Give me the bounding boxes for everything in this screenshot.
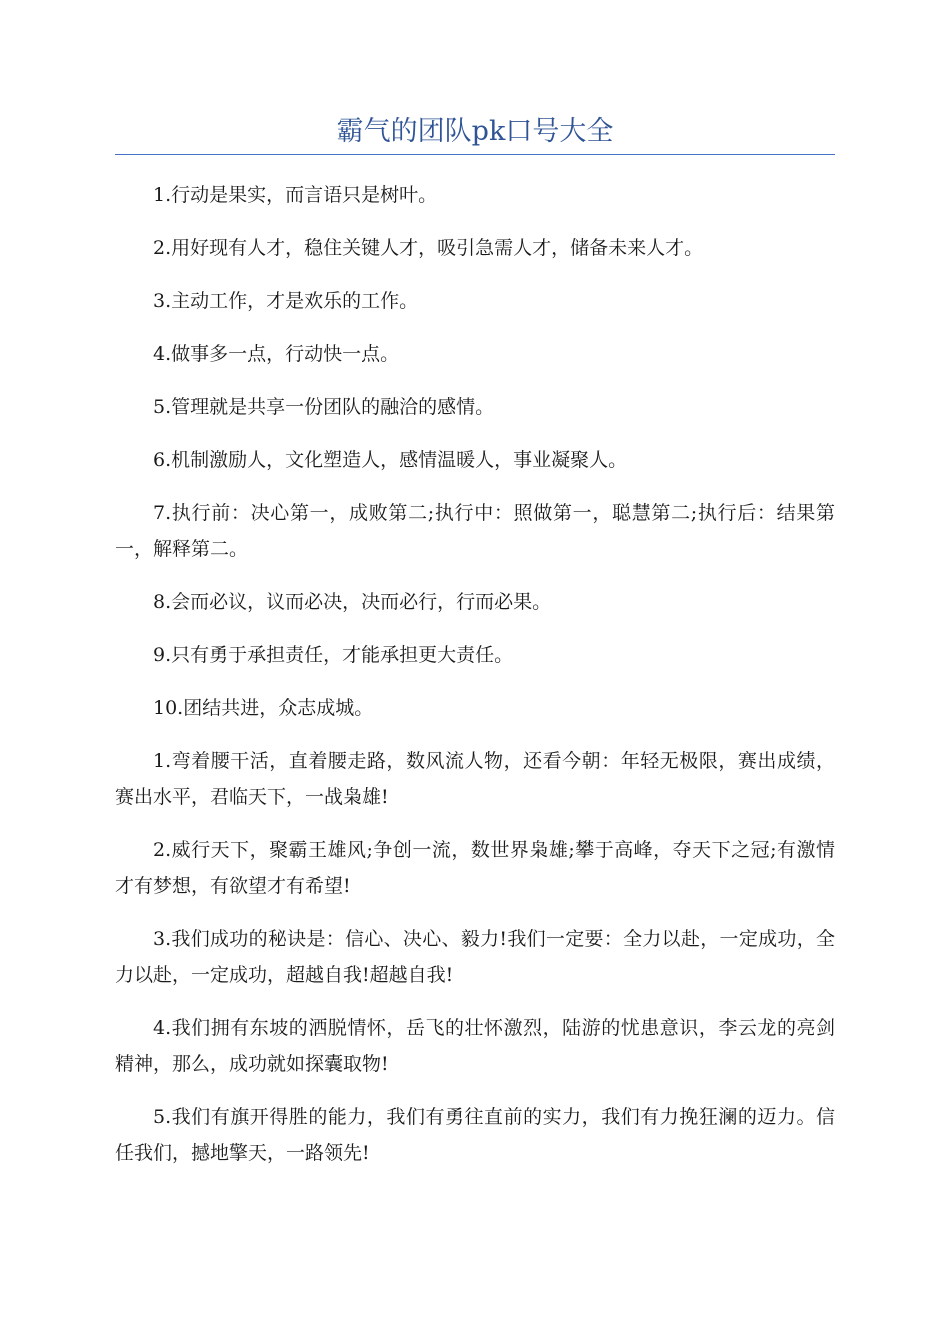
- paragraph: 3.主动工作，才是欢乐的工作。: [153, 290, 419, 312]
- paragraph: 3.我们成功的秘诀是：信心、决心、毅力!我们一定要：全力以赴，一定成功，全力以赴，一定成功，超越自我!超越自我!: [115, 928, 835, 986]
- paragraph: 7.执行前：决心第一，成败第二;执行中：照做第一，聪慧第二;执行后：结果第一，解释第二。: [115, 502, 835, 560]
- paragraph: 10.团结共进，众志成城。: [153, 697, 374, 719]
- title-underline: [115, 154, 835, 155]
- paragraph: 5.管理就是共享一份团队的融洽的感情。: [153, 396, 495, 418]
- paragraph: 8.会而必议，议而必决，决而必行，行而必果。: [153, 591, 552, 613]
- document-body: [115, 177, 835, 1188]
- paragraph: 4.我们拥有东坡的洒脱情怀，岳飞的壮怀激烈，陆游的忧患意识，李云龙的亮剑精神，那么，成功就如探囊取物!: [115, 1017, 835, 1075]
- paragraph: 1.弯着腰干活，直着腰走路，数风流人物，还看今朝：年轻无极限，赛出成绩，赛出水平，君临天下，一战枭雄!: [115, 750, 835, 808]
- document-title: 霸气的团队pk口号大全: [336, 116, 614, 147]
- paragraph: 5.我们有旗开得胜的能力，我们有勇往直前的实力，我们有力挽狂澜的迈力。信任我们，撼地擎天，一路领先!: [115, 1106, 835, 1164]
- paragraph: 1.行动是果实，而言语只是树叶。: [153, 184, 438, 206]
- paragraph: 9.只有勇于承担责任，才能承担更大责任。: [153, 644, 514, 666]
- paragraph: 2.用好现有人才，稳住关键人才，吸引急需人才，储备未来人才。: [153, 237, 704, 259]
- paragraph: 2.威行天下，聚霸王雄风;争创一流，数世界枭雄;攀于高峰，夺天下之冠;有激情才有梦想，有欲望才有希望!: [115, 839, 835, 897]
- paragraph: 4.做事多一点，行动快一点。: [153, 343, 400, 365]
- paragraph: 6.机制激励人，文化塑造人，感情温暖人，事业凝聚人。: [153, 449, 628, 471]
